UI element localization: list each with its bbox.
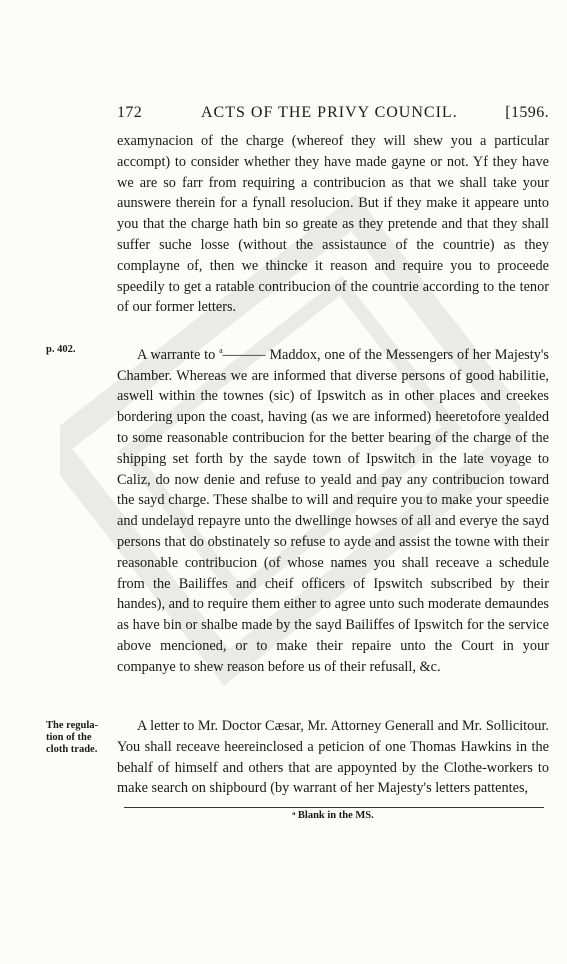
- paragraph-letter-caesar: A letter to Mr. Doctor Cæsar, Mr. Attorney Generall and Mr. Sollicitour. You shall receave heereinclosed a peticion of one Thomas Hawkins in the behalf of himself and others that are appoynted by the Clothe-workers to make search on shipbourd (by warrant of her Majesty's letters pattentes,: [117, 718, 549, 797]
- footnote-marker: a: [219, 346, 223, 355]
- paragraph-continuation: examynacion of the charge (whereof they will shew you a particular accompt) to consider whether they have made gayne or not. Yf they have we are so farr from requiring a contribucion as that we shall take your aunswere therein for a fynall resolucion. But if they make it appeare unto you that the charge hath bin so greate as they pretende and that they shall suffer suche losse (without the assistaunce of the countrie) as they complayne of, then we thincke it reason and require you to proceede speedily to get a ratable contribucion of the countrie according to the tenor of our former letters.: [117, 133, 549, 316]
- warrant-text-rest: ——— Maddox, one of the Messengers of her Majesty's Chamber. Whereas we are informed that diverse persons of good habilitie, aswell within the townes (sic) of Ipswitch as in other places and creekes bordering upon the coast, having (as we are informed) heeretofore yealded to some reasonable contribucion for the better bearing of the charge of the shipping set forth by the sayde town of Ipswitch in the late voyage to Caliz, do now denie and refuse to yeald and pay any contribucion toward the sayd charge. These shalbe to will and require you to make your speedie and undelayd repayre unto the dwellinge howses of all and everye the sayd persons that do obstinately so refuse to ayde and assist the towne with their reasonable contribucion (of whose names you shall receave a schedule from the Bailiffes and cheif officers of Ipswitch subscribed by their handes), and to require them either to agree unto such moderate demaundes as have bin or shalbe made by the sayd Bailiffes of Ipswitch for the service above mencioned, or to make their repaire unto the Court in your companye to shew reason before us of their refusall, &c.: [117, 346, 549, 675]
- margin-note-cloth-trade: The regula-tion of the cloth trade.: [46, 720, 99, 755]
- warrant-text-start: A warrante to: [137, 346, 220, 363]
- footnote-divider: [124, 807, 544, 808]
- margin-page-reference: p. 402.: [46, 344, 76, 355]
- footnote: ᵃ Blank in the MS.: [292, 810, 374, 821]
- page-number: 172: [117, 104, 143, 121]
- running-title: ACTS OF THE PRIVY COUNCIL.: [201, 104, 458, 121]
- paragraph-warrant-maddox: [117, 341, 549, 678]
- running-year: [1596.: [505, 104, 549, 121]
- running-header: [117, 104, 549, 128]
